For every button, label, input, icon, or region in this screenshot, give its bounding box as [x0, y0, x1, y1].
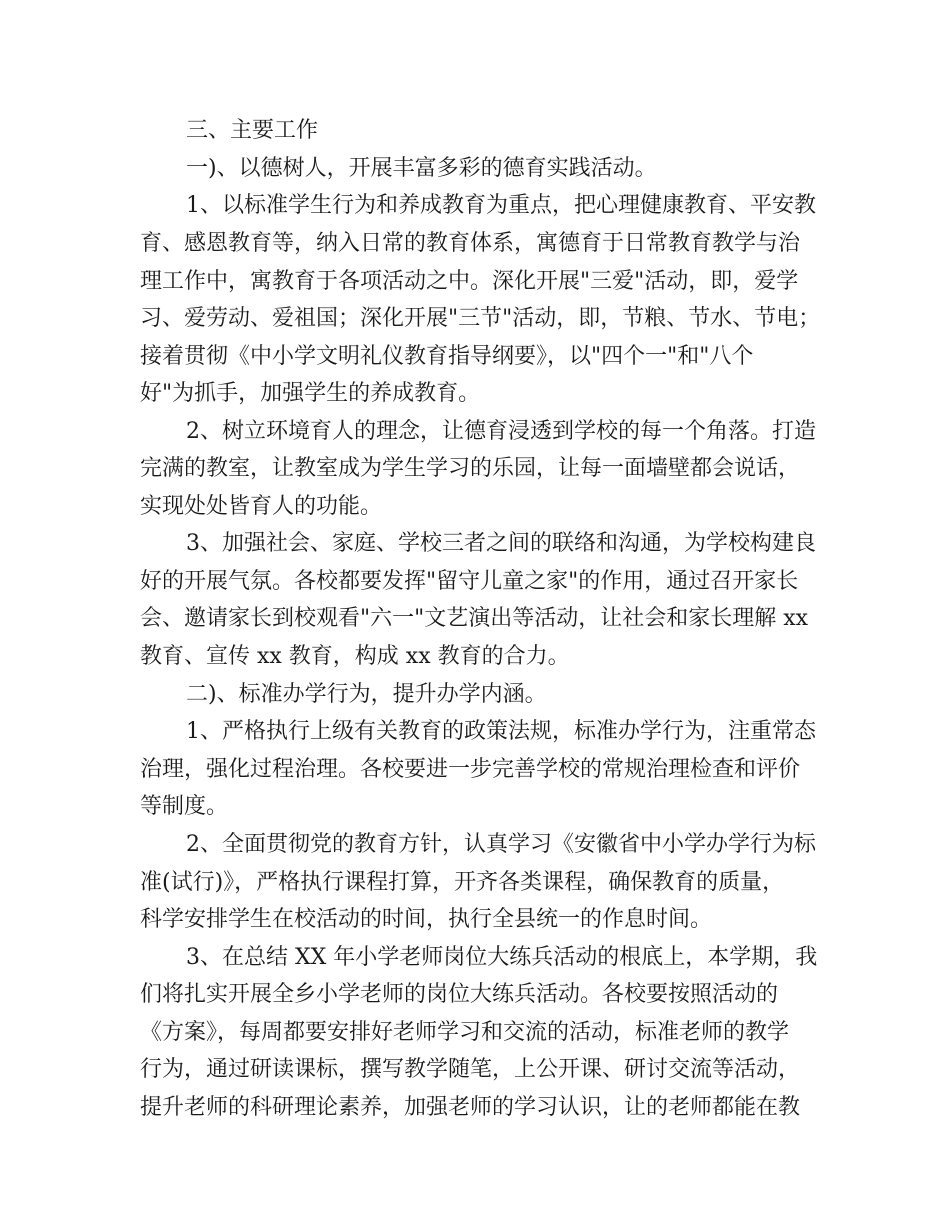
- text-line: 科学安排学生在校活动的时间，执行全县统一的作息时间。: [140, 907, 713, 932]
- text-line: 提升老师的科研理论素养，加强老师的学习认识，让的老师都能在教: [140, 1095, 801, 1120]
- text-line: 3、加强社会、家庭、学校三者之间的联络和沟通，为学校构建良: [186, 531, 816, 556]
- section-heading: 三、主要工作: [186, 118, 319, 143]
- text-line: 实现处处皆育人的功能。: [140, 494, 383, 519]
- text-line: 2、全面贯彻党的教育方针，认真学习《安徽省中小学办学行为标: [186, 832, 816, 857]
- text-line: 好的开展气氛。各校都要发挥"留守儿童之家"的作用，通过召开家长: [140, 569, 799, 594]
- text-line: 1、严格执行上级有关教育的政策法规，标准办学行为，注重常态: [186, 719, 816, 744]
- subsection-heading: 一)、以德树人，开展丰富多彩的德育实践活动。: [186, 156, 657, 181]
- text-line: 治理，强化过程治理。各校要进一步完善学校的常规治理检查和评价: [140, 757, 801, 782]
- text-line: 1、以标准学生行为和养成教育为重点，把心理健康教育、平安教: [186, 193, 816, 218]
- text-line: 等制度。: [140, 794, 229, 819]
- text-line: 理工作中，寓教育于各项活动之中。深化开展"三爱"活动，即，爱学: [140, 269, 799, 294]
- text-line: 3、在总结 XX 年小学老师岗位大练兵活动的根底上，本学期，我: [186, 945, 818, 970]
- text-line: 《方案》，每周都要安排好老师学习和交流的活动，标准老师的教学: [140, 1020, 790, 1045]
- text-line: 准(试行)》，严格执行课程打算，开齐各类课程，确保教育的质量，: [140, 870, 785, 895]
- text-line: 行为，通过研读课标，撰写教学随笔，上公开课、研讨交流等活动，: [140, 1057, 801, 1082]
- text-line: 育、感恩教育等，纳入日常的教育体系，寓德育于日常教育教学与治: [140, 231, 801, 256]
- text-line: 接着贯彻《中小学文明礼仪教育指导纲要》，以"四个一"和"八个: [140, 344, 754, 369]
- text-line: 好"为抓手，加强学生的养成教育。: [140, 381, 481, 406]
- text-line: 完满的教室，让教室成为学生学习的乐园，让每一面墙壁都会说话，: [140, 456, 801, 481]
- subsection-heading: 二)、标准办学行为，提升办学内涵。: [186, 682, 547, 707]
- text-line: 教育、宣传 xx 教育，构成 xx 教育的合力。: [140, 644, 570, 669]
- text-line: 2、树立环境育人的理念，让德育浸透到学校的每一个角落。打造: [186, 419, 816, 444]
- text-line: 会、邀请家长到校观看"六一"文艺演出等活动，让社会和家长理解 xx: [140, 606, 809, 631]
- text-line: 们将扎实开展全乡小学老师的岗位大练兵活动。各校要按照活动的: [140, 982, 779, 1007]
- text-line: 习、爱劳动、爱祖国；深化开展"三节"活动，即，节粮、节水、节电；: [140, 306, 821, 331]
